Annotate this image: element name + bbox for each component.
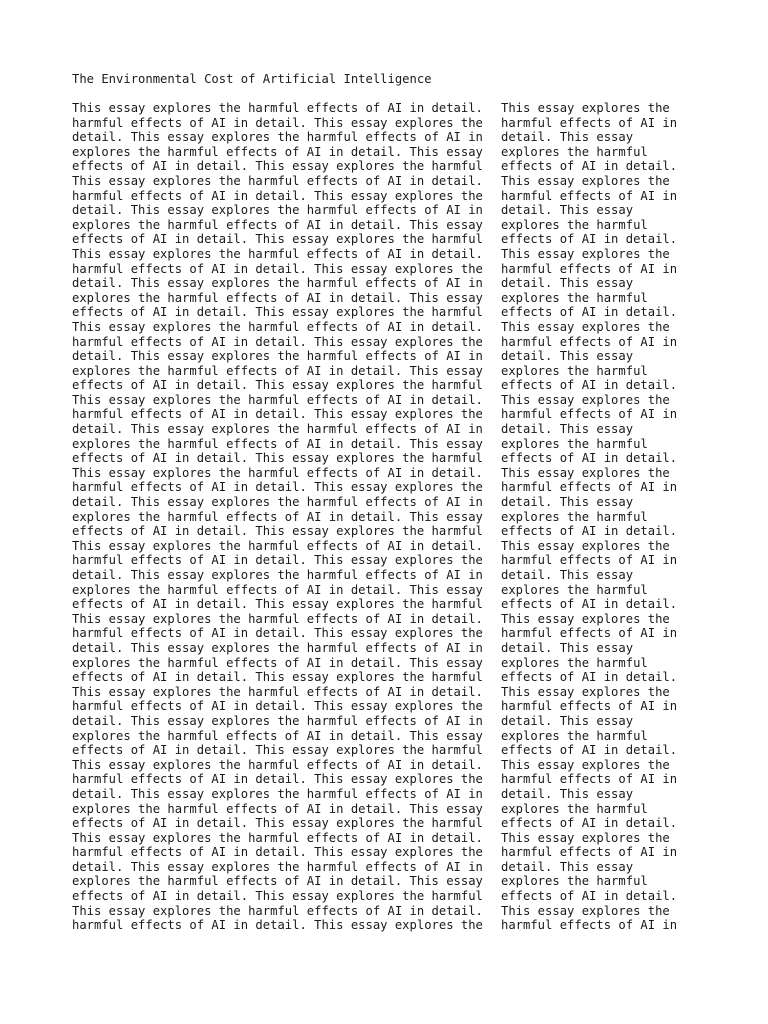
text-line: effects of AI in detail. — [501, 597, 678, 612]
text-line: effects of AI in detail. — [501, 670, 678, 685]
text-line: harmful effects of AI in detail. This essay explores the — [72, 261, 483, 276]
text-line: effects of AI in detail. This essay explores the harmful — [72, 159, 483, 174]
text-line: This essay explores the harmful effects of AI in detail. — [72, 757, 483, 772]
text-line: effects of AI in detail. — [501, 232, 678, 247]
text-line: explores the harmful — [501, 801, 648, 816]
text-line: This essay explores the harmful effects of AI in detail. — [72, 903, 483, 918]
text-line: detail. This essay explores the harmful effects of AI in — [72, 276, 483, 291]
text-line: explores the harmful effects of AI in detail. This essay — [72, 728, 483, 743]
text-line: This essay explores the harmful effects of AI in detail. — [72, 319, 483, 334]
text-line: This essay explores the — [501, 757, 670, 772]
text-line: This essay explores the harmful effects of AI in detail. — [72, 246, 483, 261]
text-line: This essay explores the — [501, 611, 670, 626]
text-line: detail. This essay — [501, 859, 634, 874]
text-line: explores the harmful — [501, 436, 648, 451]
text-line: This essay explores the harmful effects of AI in detail. — [72, 538, 483, 553]
text-line: detail. This essay explores the harmful effects of AI in — [72, 640, 483, 655]
text-line: This essay explores the — [501, 830, 670, 845]
text-line: This essay explores the — [501, 903, 670, 918]
text-line: This essay explores the harmful effects of AI in detail. — [72, 173, 483, 188]
text-line: effects of AI in detail. This essay explores the harmful — [72, 451, 483, 466]
text-line: detail. This essay explores the harmful effects of AI in — [72, 786, 483, 801]
text-line: explores the harmful effects of AI in detail. This essay — [72, 436, 483, 451]
text-line: effects of AI in detail. This essay explores the harmful — [72, 378, 483, 393]
right-text-column — [501, 101, 677, 933]
text-line: explores the harmful effects of AI in detail. This essay — [72, 290, 483, 305]
text-line: explores the harmful effects of AI in detail. This essay — [72, 363, 483, 378]
text-line: explores the harmful — [501, 363, 648, 378]
text-line: explores the harmful — [501, 290, 648, 305]
text-line: effects of AI in detail. This essay explores the harmful — [72, 816, 483, 831]
text-line: detail. This essay explores the harmful effects of AI in — [72, 130, 483, 145]
text-line: detail. This essay — [501, 130, 634, 145]
text-line: harmful effects of AI in detail. This essay explores the — [72, 845, 483, 860]
text-line: detail. This essay explores the harmful effects of AI in — [72, 713, 483, 728]
left-text-column — [72, 101, 483, 933]
text-line: effects of AI in detail. This essay explores the harmful — [72, 743, 483, 758]
text-line: detail. This essay — [501, 276, 634, 291]
text-line: harmful effects of AI in — [501, 845, 678, 860]
text-line: harmful effects of AI in — [501, 626, 678, 641]
text-line: detail. This essay — [501, 568, 634, 582]
text-line: effects of AI in detail. — [501, 378, 678, 393]
text-line: harmful effects of AI in — [501, 115, 678, 130]
text-line: harmful effects of AI in detail. This essay explores the — [72, 115, 483, 130]
text-line: detail. This essay — [501, 713, 634, 728]
text-line: This essay explores the — [501, 684, 670, 699]
text-line: detail. This essay explores the harmful effects of AI in — [72, 422, 483, 437]
text-line: explores the harmful effects of AI in detail. This essay — [72, 509, 483, 524]
text-line: harmful effects of AI in detail. This essay explores the — [72, 626, 483, 641]
text-line: This essay explores the harmful effects of AI in detail. — [72, 392, 483, 407]
text-line: This essay explores the — [501, 101, 670, 115]
text-line: harmful effects of AI in detail. This essay explores the — [72, 553, 483, 568]
text-line: harmful effects of AI in — [501, 188, 678, 203]
document-title: The Environmental Cost of Artificial Intelligence — [72, 72, 432, 86]
text-line: harmful effects of AI in detail. This essay explores the — [72, 699, 483, 714]
text-line: detail. This essay explores the harmful effects of AI in — [72, 859, 483, 874]
text-line: detail. This essay explores the harmful effects of AI in — [72, 349, 483, 364]
text-line: explores the harmful effects of AI in detail. This essay — [72, 874, 483, 889]
text-line: harmful effects of AI in — [501, 480, 678, 495]
text-line: This essay explores the harmful effects of AI in detail. — [72, 101, 483, 115]
text-line: harmful effects of AI in — [501, 918, 678, 933]
text-line: harmful effects of AI in — [501, 407, 678, 422]
text-line: harmful effects of AI in — [501, 772, 678, 787]
text-line: explores the harmful — [501, 655, 648, 670]
text-line: explores the harmful — [501, 217, 648, 232]
text-line: explores the harmful — [501, 874, 648, 889]
text-line: effects of AI in detail. — [501, 451, 678, 466]
text-line: harmful effects of AI in detail. This essay explores the — [72, 918, 483, 933]
text-line: This essay explores the harmful effects of AI in detail. — [72, 465, 483, 480]
text-line: effects of AI in detail. — [501, 305, 678, 320]
text-line: detail. This essay — [501, 640, 634, 655]
text-line: detail. This essay — [501, 422, 634, 437]
text-line: explores the harmful — [501, 144, 648, 159]
text-line: harmful effects of AI in detail. This essay explores the — [72, 334, 483, 349]
text-line: harmful effects of AI in — [501, 334, 678, 349]
text-line: harmful effects of AI in detail. This essay explores the — [72, 407, 483, 422]
text-line: This essay explores the — [501, 173, 670, 188]
text-line: explores the harmful — [501, 728, 648, 743]
text-line: detail. This essay explores the harmful effects of AI in — [72, 495, 483, 510]
text-line: effects of AI in detail. This essay explores the harmful — [72, 670, 483, 685]
text-line: This essay explores the — [501, 538, 670, 553]
text-line: detail. This essay — [501, 786, 634, 801]
text-line: This essay explores the — [501, 246, 670, 261]
text-line: detail. This essay — [501, 349, 634, 364]
text-line: detail. This essay explores the harmful effects of AI in — [72, 203, 483, 218]
text-line: This essay explores the — [501, 319, 670, 334]
text-line: This essay explores the harmful effects of AI in detail. — [72, 830, 483, 845]
text-line: effects of AI in detail. This essay explores the harmful — [72, 889, 483, 904]
text-line: This essay explores the harmful effects of AI in detail. — [72, 611, 483, 626]
text-line: harmful effects of AI in detail. This essay explores the — [72, 480, 483, 495]
text-line: harmful effects of AI in — [501, 553, 678, 568]
text-line: detail. This essay — [501, 495, 634, 510]
text-line: explores the harmful effects of AI in detail. This essay — [72, 582, 483, 597]
text-line: explores the harmful — [501, 582, 648, 597]
text-line: explores the harmful effects of AI in detail. This essay — [72, 217, 483, 232]
text-line: effects of AI in detail. — [501, 816, 678, 831]
text-line: effects of AI in detail. This essay explores the harmful — [72, 524, 483, 539]
text-line: explores the harmful effects of AI in detail. This essay — [72, 801, 483, 816]
text-line: harmful effects of AI in detail. This essay explores the — [72, 188, 483, 203]
text-line: harmful effects of AI in — [501, 699, 678, 714]
text-line: This essay explores the harmful effects of AI in detail. — [72, 684, 483, 699]
text-line: effects of AI in detail. This essay explores the harmful — [72, 305, 483, 320]
text-line: detail. This essay — [501, 203, 634, 218]
text-line: effects of AI in detail. — [501, 743, 678, 758]
text-line: This essay explores the — [501, 465, 670, 480]
text-line: effects of AI in detail. — [501, 524, 678, 539]
text-line: harmful effects of AI in — [501, 261, 678, 276]
text-line: explores the harmful — [501, 509, 648, 524]
text-line: effects of AI in detail. This essay explores the harmful — [72, 232, 483, 247]
text-line: This essay explores the — [501, 392, 670, 407]
text-line: effects of AI in detail. — [501, 889, 678, 904]
text-line: explores the harmful effects of AI in detail. This essay — [72, 655, 483, 670]
text-line: effects of AI in detail. This essay explores the harmful — [72, 597, 483, 612]
text-line: explores the harmful effects of AI in detail. This essay — [72, 144, 483, 159]
text-line: harmful effects of AI in detail. This essay explores the — [72, 772, 483, 787]
text-line: detail. This essay explores the harmful effects of AI in — [72, 568, 483, 582]
text-line: effects of AI in detail. — [501, 159, 678, 174]
